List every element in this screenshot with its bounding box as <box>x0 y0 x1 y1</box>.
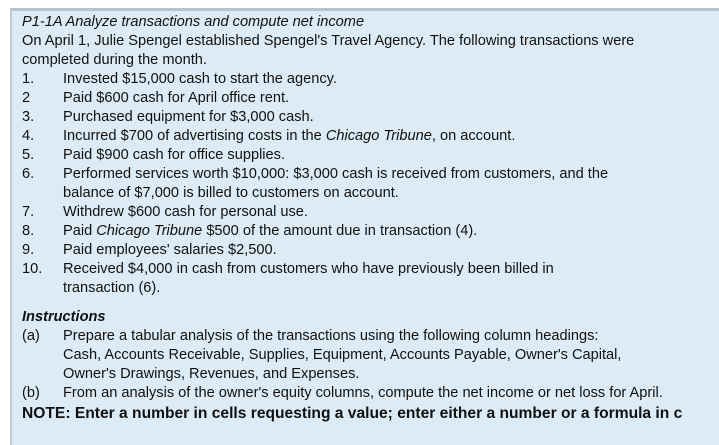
transaction-text: Paid employees' salaries $2,500. <box>63 242 277 258</box>
instructions-heading: Instructions <box>22 309 106 325</box>
transaction-text-continued: balance of $7,000 is billed to customers on account. <box>63 185 399 201</box>
instruction-label: (b) <box>22 385 40 401</box>
transaction-item-5 <box>22 146 719 165</box>
transaction-item-6 <box>22 165 719 184</box>
problem-title: P1-1A Analyze transactions and compute net income <box>22 14 365 30</box>
transaction-text-part: , on account. <box>431 128 516 144</box>
instruction-text: From an analysis of the owner's equity columns, compute the net income or net loss for April. <box>63 385 663 401</box>
instruction-text-continued: Owner's Drawings, Revenues, and Expenses. <box>63 366 360 382</box>
transaction-number: 9. <box>22 242 35 258</box>
instruction-text-continued: Cash, Accounts Receivable, Supplies, Equipment, Accounts Payable, Owner's Capital, <box>63 347 622 363</box>
problem-intro-line-1: On April 1, Julie Spengel established Spengel's Travel Agency. The following transactions were <box>22 33 635 49</box>
transaction-text-part: Paid <box>63 223 97 239</box>
transaction-item-8 <box>22 222 719 241</box>
transaction-list <box>22 70 719 298</box>
transaction-text: Paid $600 cash for April office rent. <box>63 90 290 106</box>
transaction-text: Received $4,000 in cash from customers who have previously been billed in <box>63 261 554 277</box>
transaction-number: 8. <box>22 223 35 239</box>
transaction-number: 1. <box>22 71 35 87</box>
note-text: NOTE: Enter a number in cells requesting a value; enter either a number or a formula in c <box>22 405 683 422</box>
transaction-number: 7. <box>22 204 35 220</box>
problem-document <box>22 13 719 424</box>
instruction-label: (a) <box>22 328 40 344</box>
transaction-number: 10. <box>22 261 43 277</box>
newspaper-name: Chicago Tribune <box>325 128 432 144</box>
transaction-text-part: $500 of the amount due in transaction (4). <box>202 223 478 239</box>
problem-intro-line-2: completed during the month. <box>22 52 207 68</box>
transaction-text: Purchased equipment for $3,000 cash. <box>63 109 314 125</box>
instruction-a <box>22 327 719 346</box>
transaction-text <box>63 222 477 241</box>
transaction-item-4 <box>22 127 719 146</box>
transaction-text-part: Incurred $700 of advertising costs in the <box>63 128 326 144</box>
transaction-item-9 <box>22 241 719 260</box>
transaction-text: Paid $900 cash for office supplies. <box>63 147 286 163</box>
transaction-number: 2 <box>22 90 31 106</box>
transaction-item-7 <box>22 203 719 222</box>
transaction-text: Withdrew $600 cash for personal use. <box>63 204 308 220</box>
transaction-number: 5. <box>22 147 35 163</box>
transaction-number: 6. <box>22 166 35 182</box>
transaction-number: 3. <box>22 109 35 125</box>
transaction-text: Invested $15,000 cash to start the agency. <box>63 71 337 87</box>
transaction-number: 4. <box>22 128 35 144</box>
transaction-item-2 <box>22 89 719 108</box>
transaction-item-3 <box>22 108 719 127</box>
transaction-text-continued: transaction (6). <box>63 280 161 296</box>
newspaper-name: Chicago Tribune <box>96 223 203 239</box>
transaction-item-1 <box>22 70 719 89</box>
transaction-text <box>63 127 515 146</box>
section-spacer <box>22 298 719 308</box>
transaction-item-10 <box>22 260 719 279</box>
instruction-b <box>22 384 719 403</box>
transaction-text: Performed services worth $10,000: $3,000 cash is received from customers, and the <box>63 166 609 182</box>
instruction-text: Prepare a tabular analysis of the transactions using the following column headings: <box>63 328 599 344</box>
